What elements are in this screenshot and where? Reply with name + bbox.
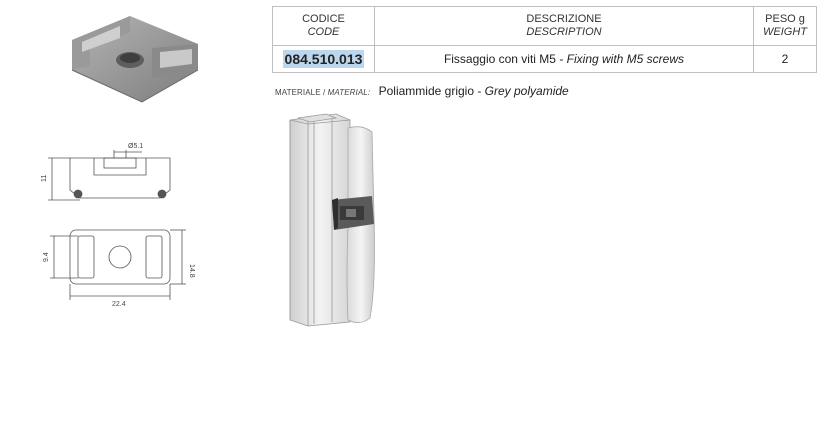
header-description-en: DESCRIPTION	[526, 26, 602, 38]
table-row	[273, 46, 817, 73]
material-value-it: Poliammide grigio -	[378, 84, 485, 98]
product-table	[272, 6, 817, 73]
material-label-en: MATERIAL:	[327, 88, 371, 97]
material-line	[275, 82, 569, 100]
dim-inner-width: 9.4	[43, 252, 50, 262]
description-en: Fixing with M5 screws	[566, 52, 685, 66]
material-value-en: Grey polyamide	[484, 84, 569, 98]
header-description	[374, 7, 753, 46]
header-weight-en: WEIGHT	[763, 26, 808, 38]
header-code-it: CODICE	[302, 13, 345, 25]
header-code	[273, 7, 375, 46]
dim-outer-height: 14.8	[188, 264, 195, 278]
header-description-it: DESCRIZIONE	[526, 13, 602, 25]
cell-code[interactable]	[273, 46, 375, 73]
material-label-it: MATERIALE /	[275, 88, 328, 97]
dim-length: 22.4	[112, 301, 126, 308]
technical-drawing	[20, 120, 220, 320]
description-it: Fissaggio con viti M5 -	[443, 52, 567, 66]
dim-hole: Ø5.1	[128, 143, 144, 150]
header-weight	[754, 7, 817, 46]
header-weight-it: PESO g	[765, 13, 805, 25]
product-render	[60, 4, 210, 114]
header-code-en: CODE	[307, 26, 340, 38]
product-code[interactable]: 084.510.013	[284, 51, 363, 67]
dim-height: 11	[41, 174, 48, 182]
table-header-row	[273, 7, 817, 46]
application-image	[276, 106, 396, 328]
cell-weight: 2	[754, 46, 817, 73]
cell-description	[374, 46, 753, 73]
